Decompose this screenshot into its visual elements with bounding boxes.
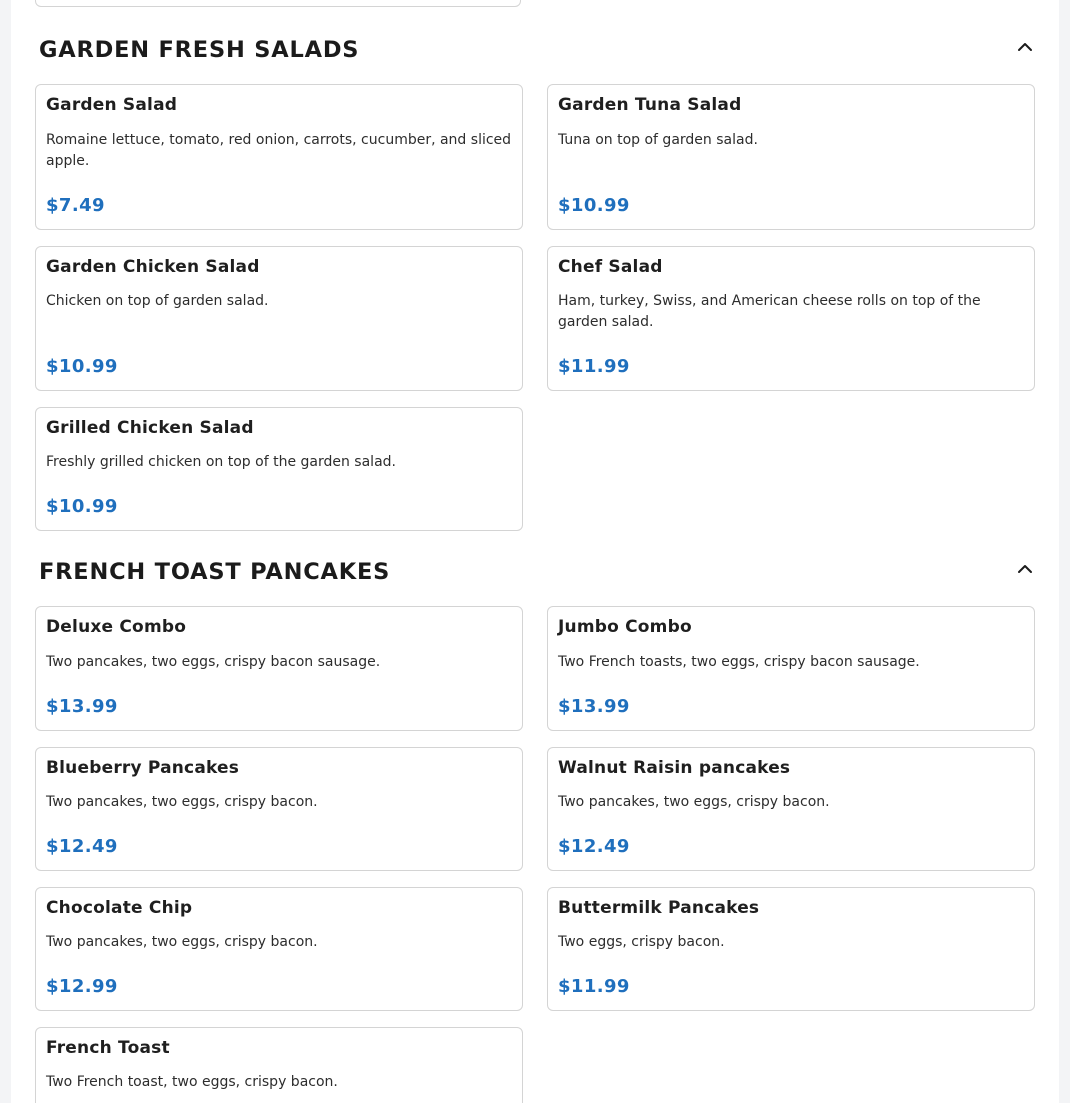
item-description: Two pancakes, two eggs, crispy bacon. <box>558 794 830 810</box>
menu-item-card[interactable] <box>547 84 1035 230</box>
menu-section-french-toast-pancakes <box>11 536 1059 1090</box>
menu-item-card[interactable] <box>547 887 1035 1011</box>
item-price: $10.99 <box>46 356 118 377</box>
item-description: Two eggs, crispy bacon. <box>558 934 725 950</box>
item-name: Chocolate Chip <box>46 898 193 918</box>
menu-item-card[interactable] <box>35 887 523 1011</box>
item-description: Romaine lettuce, tomato, red onion, carrots, cucumber, and sliced apple. <box>46 132 512 169</box>
item-name: Jumbo Combo <box>558 617 692 637</box>
chevron-up-icon[interactable] <box>1015 37 1035 57</box>
item-price: $11.99 <box>558 976 630 997</box>
item-description: Two French toast, two eggs, crispy bacon. <box>46 1074 338 1090</box>
item-price: $13.99 <box>558 696 630 717</box>
item-name: Garden Tuna Salad <box>558 95 742 115</box>
item-name: Buttermilk Pancakes <box>558 898 760 918</box>
item-description: Freshly grilled chicken on top of the garden salad. <box>46 454 396 470</box>
menu-item-card[interactable] <box>35 1027 523 1103</box>
section-header[interactable] <box>11 536 1059 596</box>
item-price: $12.49 <box>46 836 118 857</box>
section-header[interactable] <box>11 14 1059 74</box>
menu-page <box>11 0 1059 1103</box>
item-price: $13.99 <box>46 696 118 717</box>
item-description: Two French toasts, two eggs, crispy bacon sausage. <box>558 654 920 670</box>
item-description: Two pancakes, two eggs, crispy bacon. <box>46 934 318 950</box>
item-description: Two pancakes, two eggs, crispy bacon. <box>46 794 318 810</box>
item-price: $11.99 <box>558 356 630 377</box>
menu-item-card[interactable] <box>547 246 1035 391</box>
section-title: GARDEN FRESH SALADS <box>39 37 360 63</box>
item-description: Chicken on top of garden salad. <box>46 293 269 309</box>
item-price: $12.49 <box>558 836 630 857</box>
item-price: $12.99 <box>46 976 118 997</box>
chevron-up-icon[interactable] <box>1015 559 1035 579</box>
item-name: Walnut Raisin pancakes <box>558 758 791 778</box>
item-name: Deluxe Combo <box>46 617 187 637</box>
menu-item-card[interactable] <box>35 747 523 871</box>
menu-item-card[interactable] <box>547 606 1035 731</box>
menu-item-card[interactable] <box>35 246 523 391</box>
menu-item-card[interactable] <box>35 606 523 731</box>
menu-item-card[interactable] <box>35 407 523 531</box>
item-name: French Toast <box>46 1038 170 1058</box>
section-title: FRENCH TOAST PANCAKES <box>39 559 391 585</box>
item-price: $7.49 <box>46 195 105 216</box>
menu-item-card[interactable] <box>35 0 521 7</box>
item-name: Blueberry Pancakes <box>46 758 240 778</box>
menu-item-card[interactable] <box>35 84 523 230</box>
item-price: $10.99 <box>558 195 630 216</box>
item-description: Two pancakes, two eggs, crispy bacon sausage. <box>46 654 381 670</box>
item-name: Garden Chicken Salad <box>46 257 260 277</box>
menu-section-garden-fresh-salads <box>11 14 1059 517</box>
item-name: Garden Salad <box>46 95 178 115</box>
item-name: Chef Salad <box>558 257 663 277</box>
item-description: Tuna on top of garden salad. <box>558 132 758 148</box>
menu-item-card[interactable] <box>547 747 1035 871</box>
item-price: $10.99 <box>46 496 118 517</box>
item-name: Grilled Chicken Salad <box>46 418 254 438</box>
item-description: Ham, turkey, Swiss, and American cheese rolls on top of the garden salad. <box>558 293 981 330</box>
